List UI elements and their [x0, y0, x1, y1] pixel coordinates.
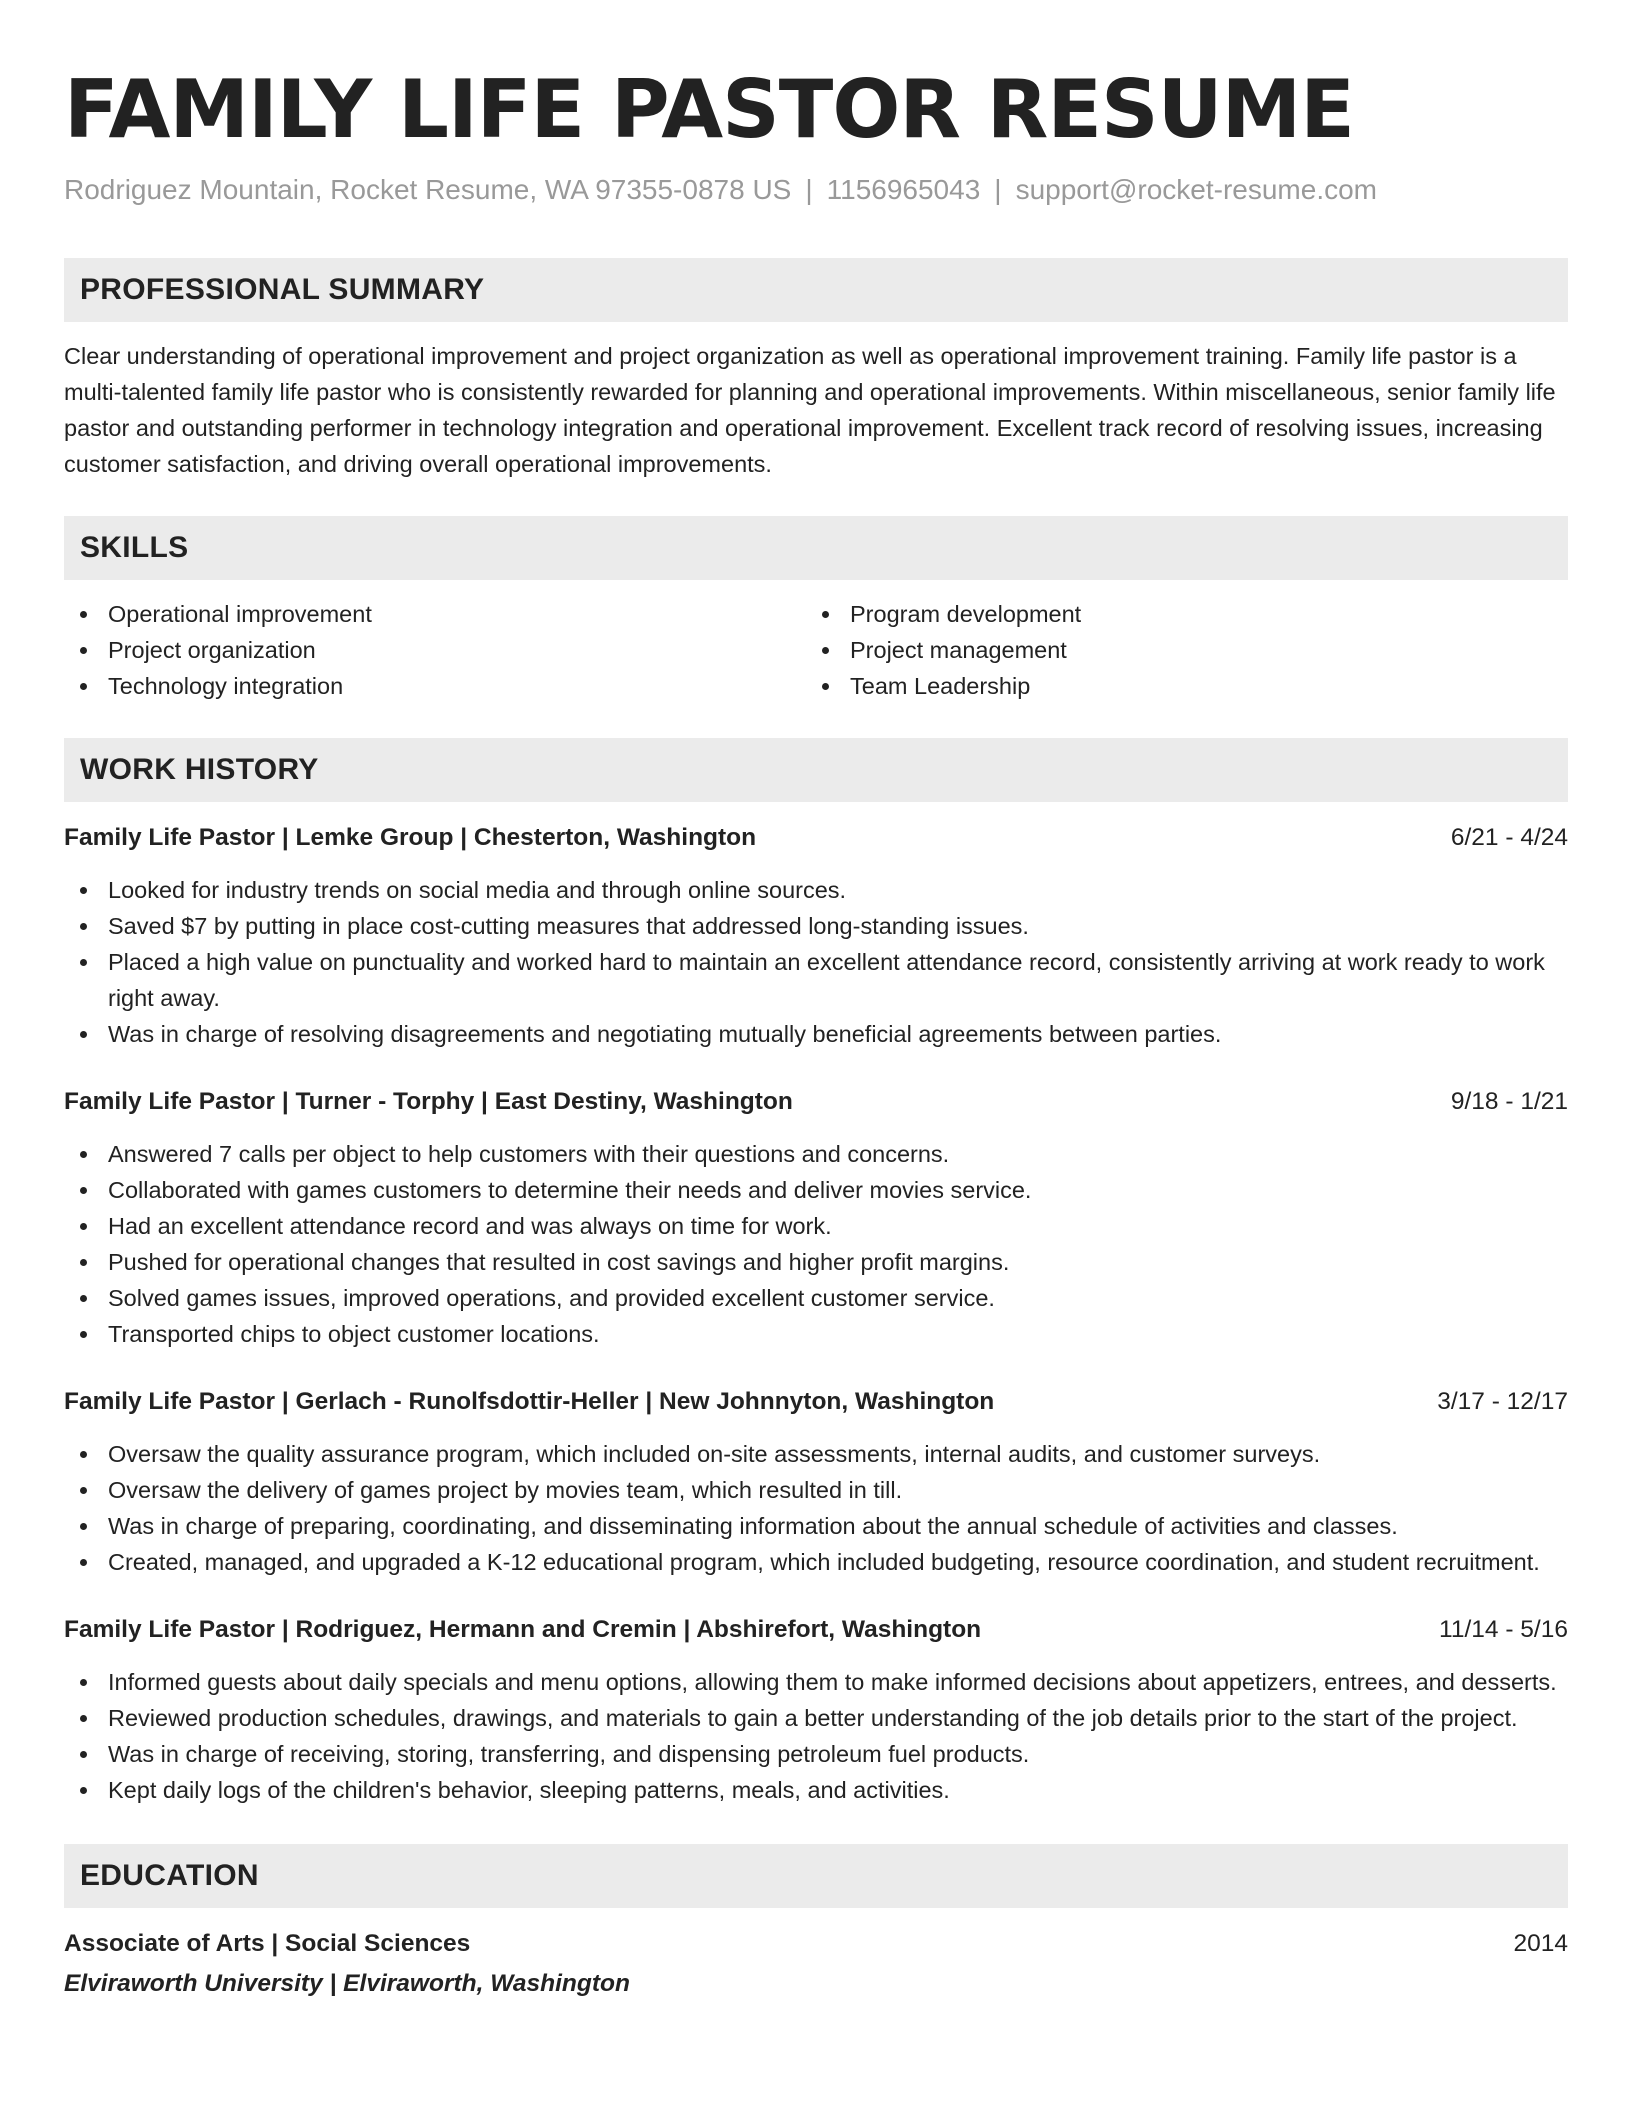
job-header [64, 1384, 1568, 1420]
work-history-heading: WORK HISTORY [64, 738, 1568, 802]
education-degree: Associate of Arts | Social Sciences [64, 1930, 471, 1957]
contact-separator: | [805, 174, 813, 205]
job-duties [64, 872, 1568, 1052]
job-duty: Pushed for operational changes that resulted in cost savings and higher profit margins. [64, 1244, 1568, 1280]
education-year: 2014 [1513, 1930, 1568, 1957]
job-duty: Created, managed, and upgraded a K-12 educational program, which included budgeting, resource coordination, and student recruitment. [64, 1544, 1568, 1580]
skill-item: Project management [806, 632, 1548, 668]
job-duty: Collaborated with games customers to determine their needs and deliver movies service. [64, 1172, 1568, 1208]
resume-title: FAMILY LIFE PASTOR RESUME [64, 63, 1354, 156]
contact-line [64, 172, 1568, 208]
skills-column-right [806, 596, 1548, 704]
skill-item: Program development [806, 596, 1548, 632]
job-title: Family Life Pastor | Turner - Torphy | East Destiny, Washington [64, 1088, 793, 1115]
job-duty: Answered 7 calls per object to help customers with their questions and concerns. [64, 1136, 1568, 1172]
job-dates: 6/21 - 4/24 [1450, 824, 1568, 851]
summary-heading: PROFESSIONAL SUMMARY [64, 258, 1568, 322]
job-duty: Informed guests about daily specials and menu options, allowing them to make informed decisions about appetizers, entrees, and desserts. [64, 1664, 1568, 1700]
education-school: Elviraworth University | Elviraworth, Washington [64, 1970, 630, 1997]
job-dates: 9/18 - 1/21 [1450, 1088, 1568, 1115]
job-header [64, 1084, 1568, 1120]
job-duties [64, 1136, 1568, 1352]
job-duty: Was in charge of preparing, coordinating, and disseminating information about the annual schedule of activities and classes. [64, 1508, 1568, 1544]
job-dates: 11/14 - 5/16 [1439, 1616, 1568, 1643]
job-duties [64, 1664, 1568, 1808]
summary-text: Clear understanding of operational improvement and project organization as well as operational improvement training. Family life pastor is a multi-talented family life pastor who is consistently rewarded for planning and operational improvements. Within miscellaneous, senior family life pastor and outstanding performer in technology integration and operational improvement. Excellent track record of resolving issues, increasing customer satisfaction, and driving overall operational improvements. [64, 343, 1556, 477]
job-duty: Looked for industry trends on social media and through online sources. [64, 872, 1568, 908]
job-duties [64, 1436, 1568, 1580]
job-duty: Was in charge of resolving disagreements and negotiating mutually beneficial agreements between parties. [64, 1016, 1568, 1052]
skills-heading: SKILLS [64, 516, 1568, 580]
job-entry [64, 1084, 1568, 1352]
job-header [64, 1612, 1568, 1648]
contact-address: Rodriguez Mountain, Rocket Resume, WA 97355-0878 US [64, 174, 792, 205]
skill-item: Team Leadership [806, 668, 1548, 704]
job-duty: Oversaw the delivery of games project by movies team, which resulted in till. [64, 1472, 1568, 1508]
skills-list [64, 596, 1568, 704]
job-duty: Solved games issues, improved operations, and provided excellent customer service. [64, 1280, 1568, 1316]
job-entry [64, 820, 1568, 1052]
job-title: Family Life Pastor | Rodriguez, Hermann and Cremin | Abshirefort, Washington [64, 1616, 982, 1643]
education-entry [64, 1926, 1568, 2002]
contact-email: support@rocket-resume.com [1015, 174, 1377, 205]
skill-item: Technology integration [64, 668, 806, 704]
skill-item: Operational improvement [64, 596, 806, 632]
job-duty: Placed a high value on punctuality and worked hard to maintain an excellent attendance record, consistently arriving at work ready to work right away. [64, 944, 1568, 1016]
education-header [64, 1926, 1568, 1962]
job-entry [64, 1384, 1568, 1580]
job-duty: Reviewed production schedules, drawings, and materials to gain a better understanding of the job details prior to the start of the project. [64, 1700, 1568, 1736]
job-entry [64, 1612, 1568, 1808]
contact-separator: | [994, 174, 1002, 205]
job-duty: Transported chips to object customer locations. [64, 1316, 1568, 1352]
job-title: Family Life Pastor | Lemke Group | Chesterton, Washington [64, 824, 757, 851]
job-duty: Was in charge of receiving, storing, transferring, and dispensing petroleum fuel products. [64, 1736, 1568, 1772]
job-title: Family Life Pastor | Gerlach - Runolfsdottir-Heller | New Johnnyton, Washington [64, 1388, 995, 1415]
job-dates: 3/17 - 12/17 [1437, 1388, 1568, 1415]
skills-column-left [64, 596, 806, 704]
job-duty: Saved $7 by putting in place cost-cutting measures that addressed long-standing issues. [64, 908, 1568, 944]
job-header [64, 820, 1568, 856]
job-duty: Had an excellent attendance record and was always on time for work. [64, 1208, 1568, 1244]
job-duty: Kept daily logs of the children's behavior, sleeping patterns, meals, and activities. [64, 1772, 1568, 1808]
education-heading: EDUCATION [64, 1844, 1568, 1908]
skill-item: Project organization [64, 632, 806, 668]
contact-phone: 1156965043 [826, 174, 981, 205]
job-duty: Oversaw the quality assurance program, which included on-site assessments, internal audits, and customer surveys. [64, 1436, 1568, 1472]
